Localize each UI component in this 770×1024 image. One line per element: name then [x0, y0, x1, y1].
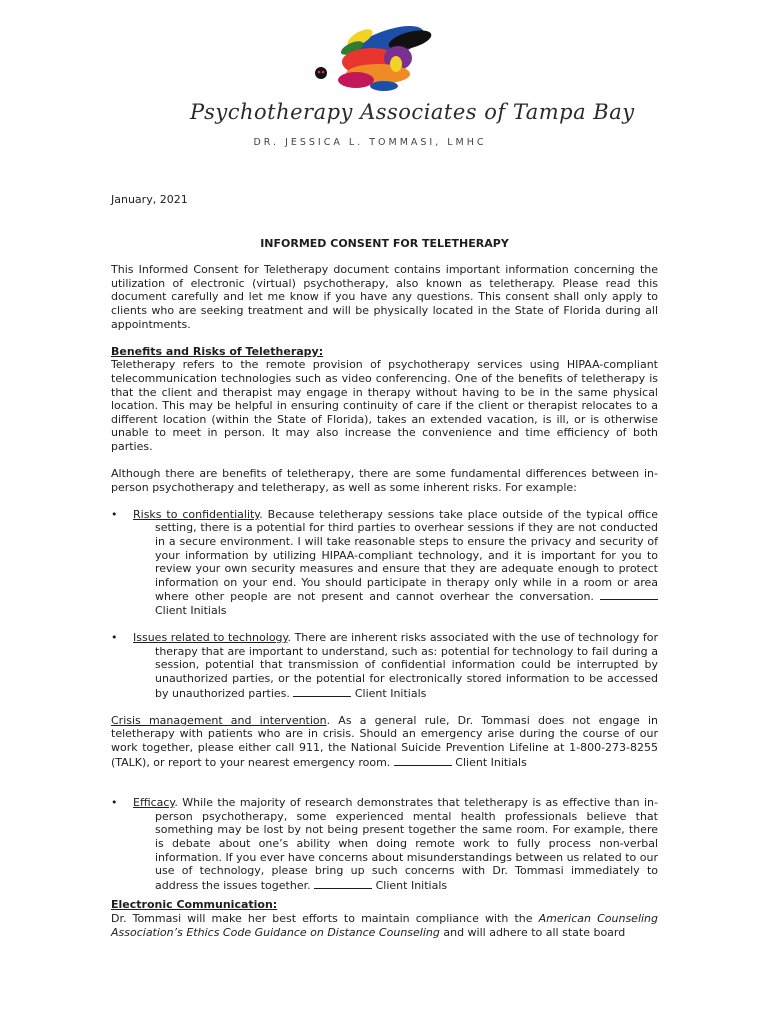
- intro-paragraph: This Informed Consent for Teletherapy document contains important information concerning the utilization of electronic (virtual) psychotherapy, also known as teletherapy. Please read this document carefully and let me know if you have any questions. This consent shall only apply to clients who are seeking treatment and will be physically located in the State of Florida during all appointments.: [111, 263, 658, 331]
- risk-item-technology: [111, 631, 658, 700]
- efficacy-item: [111, 796, 658, 892]
- client-initials-label: Client Initials: [155, 604, 227, 618]
- benefits-heading: Benefits and Risks of Teletherapy:: [111, 344, 324, 358]
- document-body: [111, 193, 658, 939]
- initials-blank[interactable]: [293, 686, 351, 697]
- electronic-text-start: Dr. Tommasi will make her best efforts to maintain compliance with the: [111, 911, 539, 925]
- initials-blank[interactable]: [600, 589, 658, 600]
- practice-logo: [0, 0, 770, 160]
- client-initials-label: Client Initials: [354, 686, 427, 700]
- paint-splash-logo-graphic: [0, 0, 770, 100]
- electronic-communication-heading: Electronic Communication:: [111, 898, 278, 912]
- client-initials-label: Client Initials: [455, 755, 527, 769]
- benefits-paragraph: Teletherapy refers to the remote provision of psychotherapy services using HIPAA-compliant telecommunication technologies such as video conferencing. One of the benefits of teletherapy is that the client and therapist may engage in therapy without having to be in the same physical location. This may be helpful in ensuring continuity of care if the client or therapist relocates to a different location (within the State of Florida), takes an extended vacation, is ill, or is otherwise unable to meet in person. It may also increase the convenience and time efficiency of both parties.: [111, 358, 658, 453]
- crisis-text: . As a general rule, Dr. Tommasi does not engage in teletherapy with patients who are in crisis. Should an emergency arise during the course of our work together, please either call 911, the National Suicide Prevention Lifeline at 1-800-273-8255 (TALK), or report to your nearest emergency room.: [111, 713, 658, 769]
- document-date: January, 2021: [111, 193, 188, 206]
- initials-blank[interactable]: [394, 755, 452, 766]
- aca-guidance-title: American Counseling Association’s Ethics Code Guidance on Distance Counseling: [111, 911, 659, 939]
- document-title: INFORMED CONSENT FOR TELETHERAPY: [260, 236, 509, 250]
- risk-text: . Because teletherapy sessions take place outside of the typical office setting, there is a potential for third parties to overhear sessions if they are not conducted in a secure environment. I will take reasonable steps to ensure the privacy and security of your information by utilizing HIPAA-compliant technology, and it is important for you to review your own security measures and ensure that they are adequate enough to protect information on your end. You should participate in therapy only while in a room or area where other people are not present and cannot overhear the conversation.: [155, 507, 658, 604]
- efficacy-label: Efficacy: [133, 796, 175, 810]
- initials-blank[interactable]: [314, 878, 372, 889]
- crisis-paragraph: [111, 714, 658, 769]
- risk-text: . There are inherent risks associated with the use of technology for therapy that are important to understand, such as: potential for technology to fail during a session, potential that transmission of confidential information could be interrupted by unauthorized parties, or the potential for electronically stored information to be accessed by unauthorized parties.: [155, 631, 658, 700]
- differences-paragraph: Although there are benefits of teletherapy, there are some fundamental differences between in-person psychotherapy and teletherapy, as well as some inherent risks. For example:: [111, 467, 658, 494]
- risk-label: Risks to confidentiality: [133, 507, 260, 521]
- bullet-marker: •: [111, 796, 118, 810]
- logo-wordmark: Psychotherapy Associates of Tampa Bay: [190, 100, 635, 124]
- logo-subtitle: DR. JESSICA L. TOMMASI, LMHC: [253, 137, 487, 148]
- bullet-marker: •: [111, 631, 118, 645]
- client-initials-label: Client Initials: [375, 878, 448, 892]
- crisis-label: Crisis management and intervention: [111, 713, 327, 727]
- electronic-communication-paragraph: [111, 912, 658, 939]
- bullet-marker: •: [111, 507, 118, 521]
- risk-label: Issues related to technology: [133, 631, 288, 645]
- risk-item-confidentiality: [111, 508, 658, 618]
- efficacy-text: . While the majority of research demonstrates that teletherapy is as effective than in-person psychotherapy, some experienced mental health professionals believe that something may be lost by not being present together the same room. For example, there is debate about one’s ability when doing remote work to fully process non-verbal information. If you ever have concerns about misunderstandings between us related to our use of technology, please bring up such concerns with Dr. Tommasi immediately to address the issues together.: [155, 796, 658, 892]
- electronic-text-end: and will adhere to all state board: [439, 925, 626, 939]
